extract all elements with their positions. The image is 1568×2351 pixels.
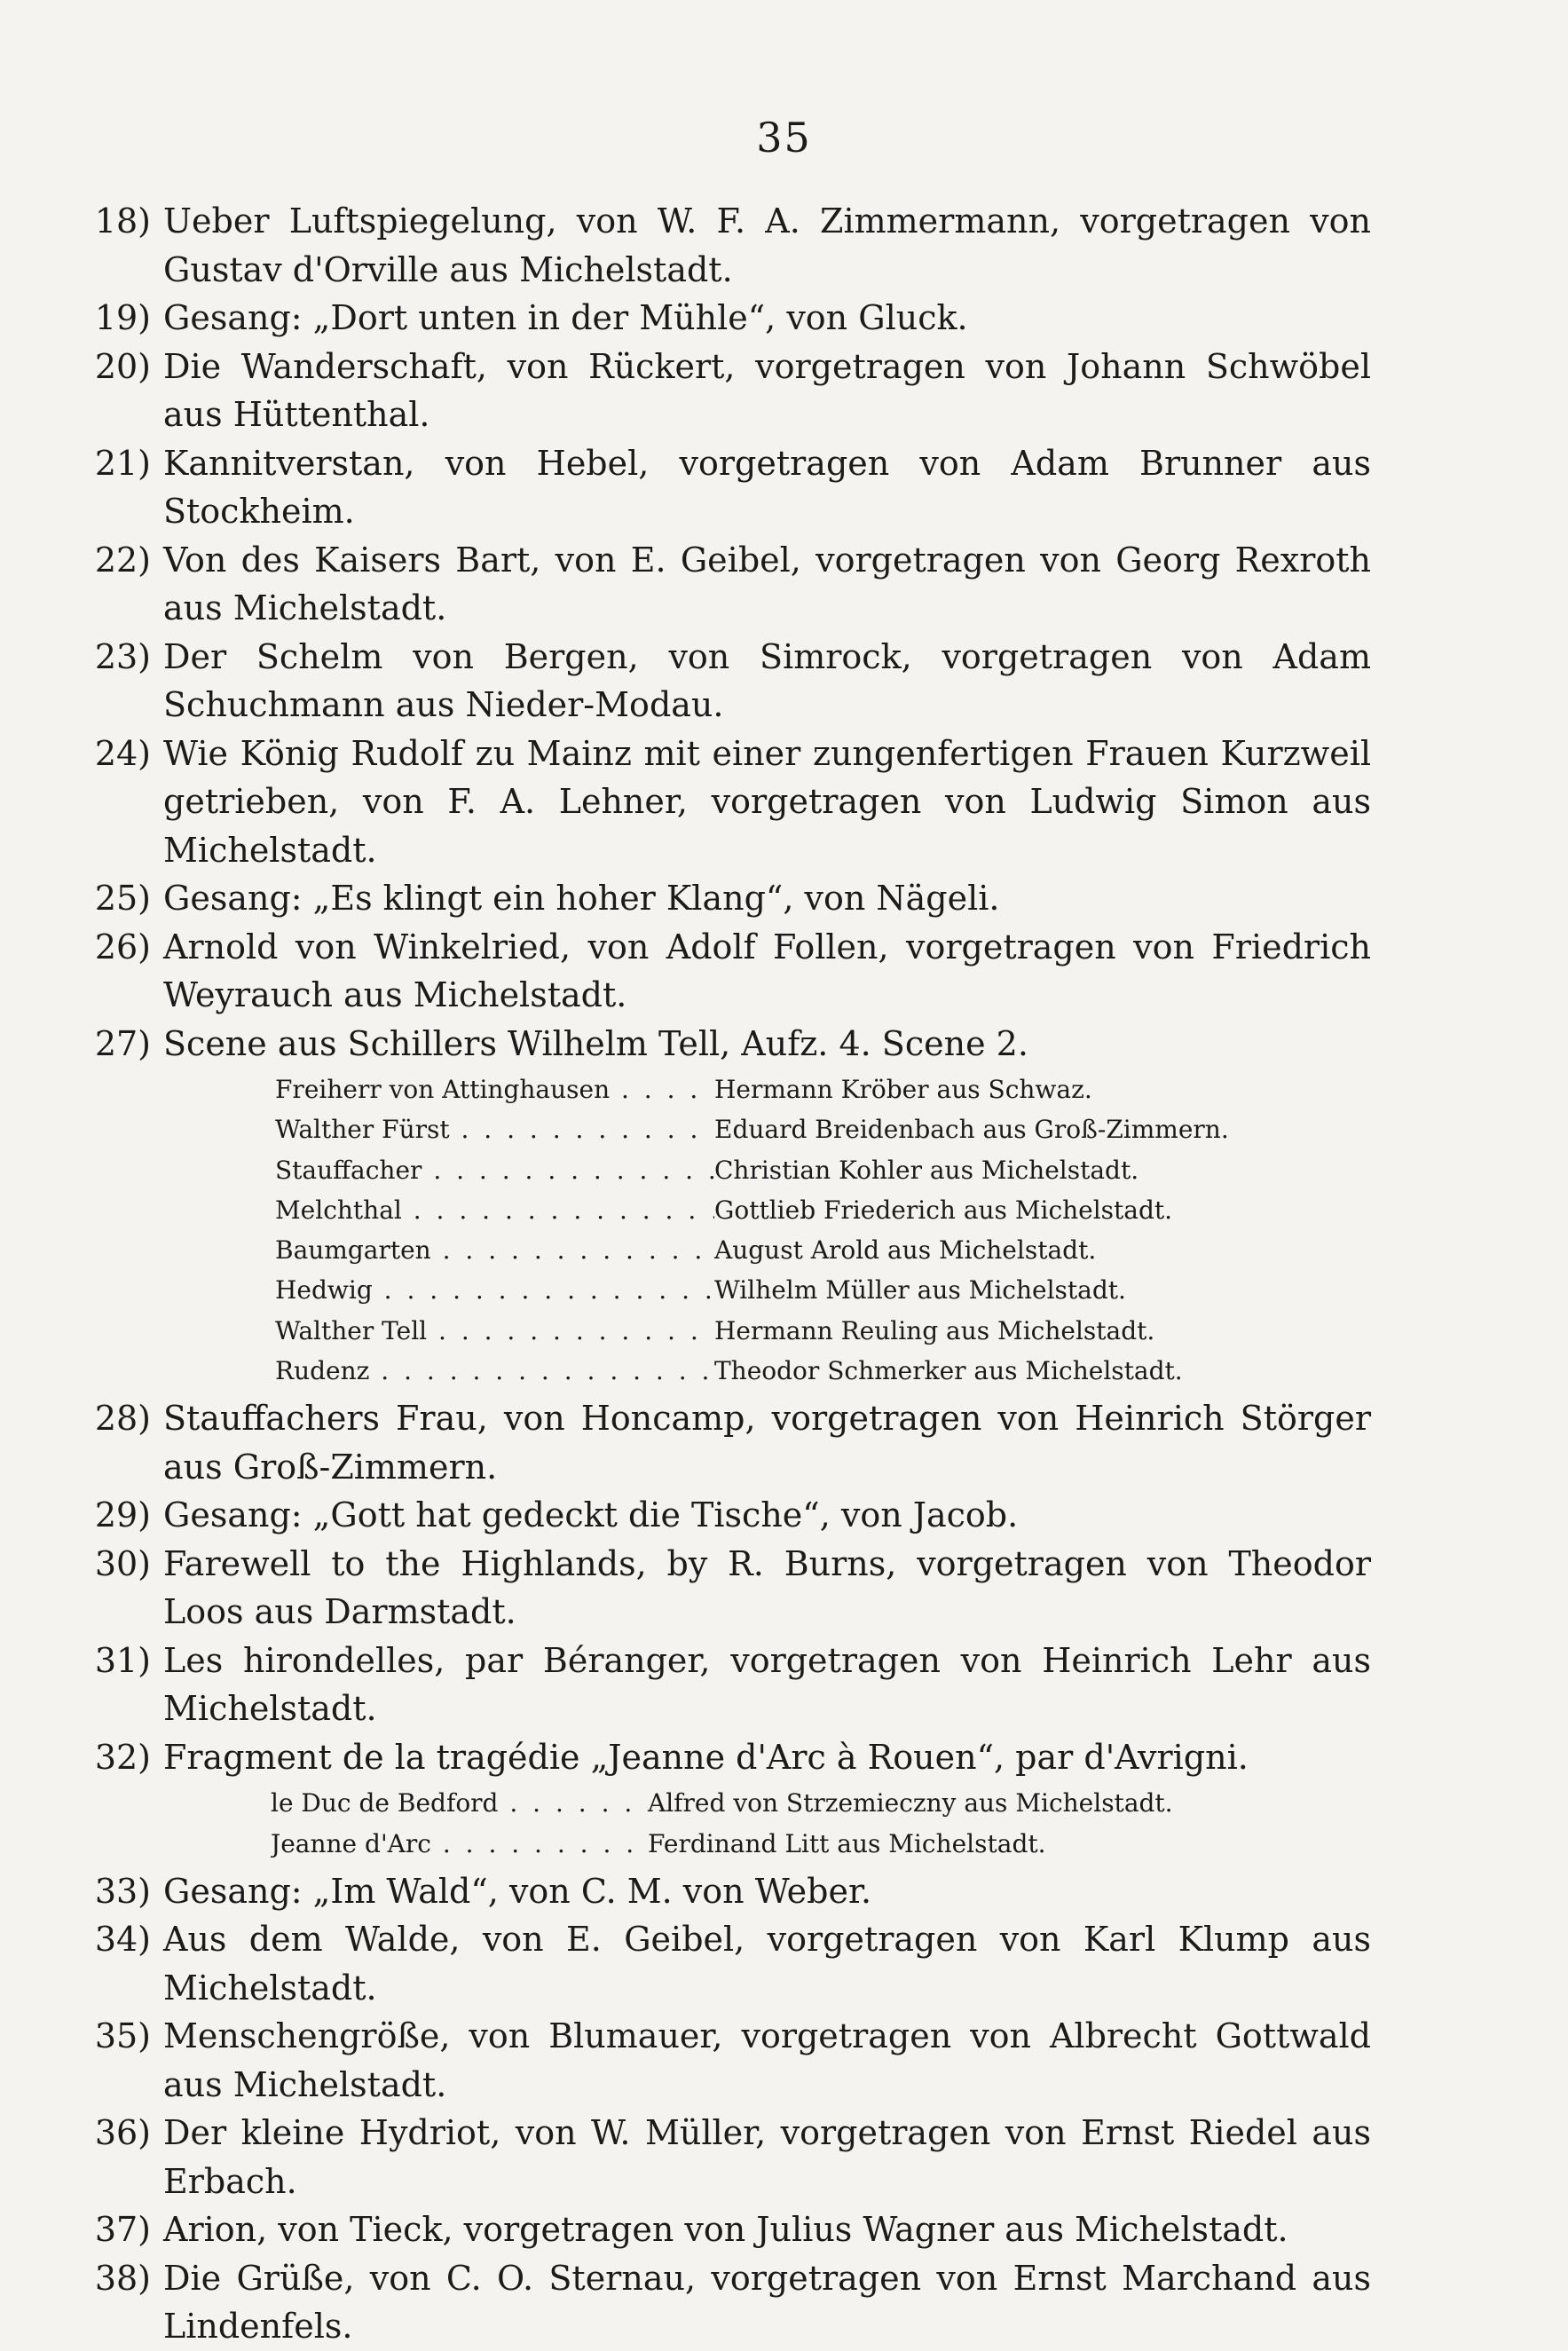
program-entry — [62, 1915, 1371, 2012]
entry-text: Les hirondelles, par Béranger, vorgetragen von Heinrich Lehr aus Michelstadt. — [163, 1640, 1371, 1729]
cast-list-jeanne — [271, 1783, 1371, 1864]
program-entry — [62, 2254, 1371, 2351]
cast-list-tell — [275, 1069, 1371, 1391]
program-entry — [62, 633, 1371, 730]
entries-group-b — [62, 1394, 1371, 1781]
entry-text: Von des Kaisers Bart, von E. Geibel, vorgetragen von Georg Rexroth aus Michelstadt. — [163, 540, 1371, 627]
entry-text: Fragment de la tragédie „Jeanne d'Arc à Rouen“, par d'Avrigni. — [163, 1737, 1249, 1777]
entry-number: 37) — [94, 2210, 151, 2250]
program-entry — [62, 2109, 1371, 2205]
entry-number: 25) — [94, 879, 151, 918]
actor-name: Gottlieb Friederich aus Michelstadt. — [714, 1195, 1173, 1225]
entry-number: 21) — [94, 443, 151, 483]
entries-group-c — [62, 1867, 1371, 2351]
entry-text: Der Schelm von Bergen, von Simrock, vorgetragen von Adam Schuchmann aus Nieder-Modau. — [163, 636, 1371, 724]
entry-number: 26) — [94, 927, 151, 966]
entry-number: 23) — [94, 636, 151, 676]
program-entry — [62, 1540, 1371, 1637]
entry-number: 24) — [94, 733, 151, 773]
cast-row — [275, 1230, 1371, 1270]
program-entry — [62, 874, 1371, 923]
entry-text: Arnold von Winkelried, von Adolf Follen, vorgetragen von Friedrich Weyrauch aus Michelstadt. — [163, 927, 1371, 1014]
character-name: Baumgarten . . . — [275, 1230, 714, 1270]
program-entry — [62, 730, 1371, 875]
program-list — [62, 197, 1371, 2351]
cast-row — [275, 1311, 1371, 1351]
character-name: Hedwig . . . — [275, 1270, 714, 1310]
character-name: Rudenz . . . — [275, 1351, 714, 1391]
entry-text: Die Grüße, von C. O. Sternau, vorgetragen von Ernst Marchand aus Lindenfels. — [163, 2258, 1371, 2347]
program-entry — [62, 923, 1371, 1020]
entry-text: Arion, von Tieck, vorgetragen von Julius Wagner aus Michelstadt. — [163, 2210, 1288, 2250]
actor-name: Alfred von Strzemieczny aus Michelstadt. — [648, 1788, 1173, 1818]
program-entry — [62, 1394, 1371, 1491]
entry-number: 28) — [94, 1399, 151, 1439]
entry-text: Gesang: „Im Wald“, von C. M. von Weber. — [163, 1871, 872, 1911]
entry-number: 34) — [94, 1920, 151, 1960]
program-entry — [62, 536, 1371, 633]
entry-text: Stauffachers Frau, von Honcamp, vorgetragen von Heinrich Störger aus Groß-Zimmern. — [163, 1399, 1371, 1487]
program-entry — [62, 2205, 1371, 2254]
cast-row — [275, 1190, 1371, 1230]
actor-name: Ferdinand Litt aus Michelstadt. — [648, 1828, 1046, 1858]
program-entry — [62, 1491, 1371, 1540]
cast-row — [271, 1783, 1371, 1823]
cast-row — [275, 1069, 1371, 1109]
actor-name: Theodor Schmerker aus Michelstadt. — [714, 1356, 1183, 1386]
entry-text: Farewell to the Highlands, by R. Burns, vorgetragen von Theodor Loos aus Darmstadt. — [163, 1543, 1371, 1632]
page-number: 35 — [756, 114, 812, 162]
character-name: Melchthal . . . — [275, 1190, 714, 1230]
program-entry — [62, 439, 1371, 536]
entry-number: 33) — [94, 1871, 151, 1911]
entry-number: 29) — [94, 1495, 151, 1535]
actor-name: Hermann Reuling aus Michelstadt. — [714, 1315, 1155, 1345]
actor-name: August Arold aus Michelstadt. — [714, 1235, 1097, 1266]
actor-name: Hermann Kröber aus Schwaz. — [714, 1075, 1092, 1104]
entry-text: Ueber Luftspiegelung, von W. F. A. Zimmermann, vorgetragen von Gustav d'Orville aus Michelstadt. — [163, 201, 1371, 289]
character-name: Stauffacher . . . — [275, 1150, 714, 1190]
entry-text: Wie König Rudolf zu Mainz mit einer zungenfertigen Frauen Kurzweil getrieben, von F. A. Lehner, vorgetragen von Ludwig Simon aus Michelstadt. — [163, 733, 1371, 870]
entry-number: 30) — [94, 1543, 151, 1583]
entry-text: Aus dem Walde, von E. Geibel, vorgetragen von Karl Klump aus Michelstadt. — [163, 1920, 1371, 2008]
entry-number: 19) — [94, 298, 151, 337]
entry-text: Scene aus Schillers Wilhelm Tell, Aufz. 4. Scene 2. — [163, 1023, 1028, 1063]
program-entry — [62, 343, 1371, 439]
program-entry — [62, 197, 1371, 294]
entry-number: 18) — [94, 201, 151, 241]
entry-text: Kannitverstan, von Hebel, vorgetragen von Adam Brunner aus Stockheim. — [163, 443, 1371, 531]
entry-text: Der kleine Hydriot, von W. Müller, vorgetragen von Ernst Riedel aus Erbach. — [163, 2113, 1371, 2201]
character-name: Walther Tell . . . — [275, 1311, 714, 1351]
actor-name: Christian Kohler aus Michelstadt. — [714, 1155, 1139, 1185]
cast-row — [275, 1109, 1371, 1149]
entry-number: 36) — [94, 2113, 151, 2153]
entry-number: 35) — [94, 2016, 151, 2056]
program-entry — [62, 1733, 1371, 1782]
entry-number: 38) — [94, 2258, 151, 2298]
character-name: Freiherr von Attinghausen . . . — [275, 1069, 714, 1109]
program-entry — [62, 1637, 1371, 1733]
program-entry — [62, 1020, 1371, 1069]
character-name: Walther Fürst . . . — [275, 1109, 714, 1149]
actor-name: Wilhelm Müller aus Michelstadt. — [714, 1275, 1126, 1306]
cast-row — [275, 1150, 1371, 1190]
character-name: le Duc de Bedford . . . — [271, 1783, 648, 1823]
actor-name: Eduard Breidenbach aus Groß-Zimmern. — [714, 1115, 1229, 1145]
entry-number: 22) — [94, 540, 151, 580]
entry-number: 20) — [94, 346, 151, 386]
entry-text: Gesang: „Gott hat gedeckt die Tische“, von Jacob. — [163, 1495, 1019, 1535]
character-name: Jeanne d'Arc . . . — [271, 1824, 648, 1864]
program-entry — [62, 294, 1371, 343]
entry-text: Gesang: „Es klingt ein hoher Klang“, von Nägeli. — [163, 879, 1000, 918]
entry-text: Die Wanderschaft, von Rückert, vorgetragen von Johann Schwöbel aus Hüttenthal. — [163, 346, 1371, 434]
entry-text: Gesang: „Dort unten in der Mühle“, von Gluck. — [163, 298, 968, 337]
entries-group-a — [62, 197, 1371, 1068]
entry-number: 32) — [94, 1737, 151, 1777]
program-entry — [62, 1867, 1371, 1916]
cast-row — [275, 1270, 1371, 1310]
cast-row — [275, 1351, 1371, 1391]
program-entry — [62, 2012, 1371, 2109]
entry-text: Menschengröße, von Blumauer, vorgetragen von Albrecht Gottwald aus Michelstadt. — [163, 2016, 1371, 2104]
entry-number: 31) — [94, 1640, 151, 1680]
cast-row — [271, 1824, 1371, 1864]
entry-number: 27) — [94, 1023, 151, 1063]
